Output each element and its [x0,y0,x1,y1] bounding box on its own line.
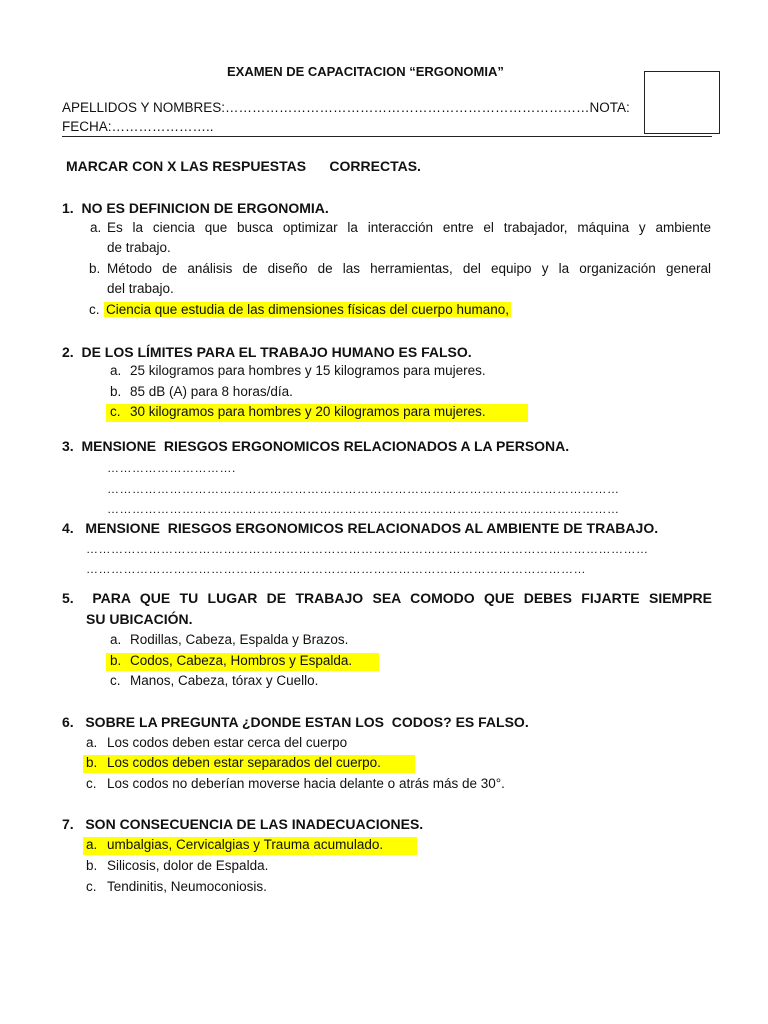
q5-option-c-text: Manos, Cabeza, tórax y Cuello. [130,673,319,688]
q1-option-a-text-cont: de trabajo. [107,240,171,255]
q7-option-c-text: Tendinitis, Neumoconiosis. [107,879,267,894]
q2-option-a-letter[interactable]: a. [110,363,122,378]
q6-option-a-letter[interactable]: a. [86,735,98,750]
question-4: 4. MENSIONE RIESGOS ERGONOMICOS RELACIONADOS AL AMBIENTE DE TRABAJO. [62,520,659,536]
q3-answer-line-3[interactable]: …………………………………………………………………………………………………………… [107,502,620,516]
q6-option-b-letter[interactable]: b. [86,755,98,770]
q2-option-c-letter[interactable]: c. [110,404,121,419]
q4-answer-line-2[interactable]: ………………………………………………………………………………………………………… [86,562,586,576]
q4-answer-line-1[interactable]: ……………………………………………………………………………………………………………………… [86,542,649,556]
q1-option-a-letter[interactable]: a. [90,220,102,235]
q7-option-b-letter[interactable]: b. [86,858,98,873]
question-1: 1. NO ES DEFINICION DE ERGONOMIA. [62,200,329,216]
q2-option-b-letter[interactable]: b. [110,384,122,399]
q7-option-a-text: umbalgias, Cervicalgias y Trauma acumulado. [107,837,384,852]
names-field[interactable]: APELLIDOS Y NOMBRES:………………………………………………………………………NOTA: [62,100,630,115]
exam-title: EXAMEN DE CAPACITACION “ERGONOMIA” [227,64,504,79]
question-3: 3. MENSIONE RIESGOS ERGONOMICOS RELACIONADOS A LA PERSONA. [62,438,570,454]
q6-option-c-letter[interactable]: c. [86,776,97,791]
q1-option-c-letter[interactable]: c. [89,302,100,317]
q1-option-b-text-cont: del trabajo. [107,281,174,296]
q6-option-c-text: Los codos no deberían moverse hacia delante o atrás más de 30°. [107,776,505,791]
header-divider [62,136,712,137]
q2-option-a-text: 25 kilogramos para hombres y 15 kilogramos para mujeres. [130,363,486,378]
q6-option-a-text: Los codos deben estar cerca del cuerpo [107,735,348,750]
date-field[interactable]: FECHA:………………….. [62,119,214,134]
q5-option-b-text: Codos, Cabeza, Hombros y Espalda. [130,653,353,668]
q7-option-c-letter[interactable]: c. [86,879,97,894]
q5-option-c-letter[interactable]: c. [110,673,121,688]
question-2: 2. DE LOS LÍMITES PARA EL TRABAJO HUMANO ES FALSO. [62,344,472,360]
instruction-text: MARCAR CON X LAS RESPUESTAS CORRECTAS. [66,158,421,174]
q5-option-b-letter[interactable]: b. [110,653,122,668]
question-5-cont: SU UBICACIÓN. [86,611,193,627]
q2-option-b-text: 85 dB (A) para 8 horas/día. [130,384,293,399]
question-7: 7. SON CONSECUENCIA DE LAS INADECUACIONES. [62,816,424,832]
q1-option-c-text: Ciencia que estudia de las dimensiones físicas del cuerpo humano, [106,302,509,317]
q7-option-b-text: Silicosis, dolor de Espalda. [107,858,269,873]
question-6: 6. SOBRE LA PREGUNTA ¿DONDE ESTAN LOS CODOS? ES FALSO. [62,714,529,730]
q1-option-a-text: Es la ciencia que busca optimizar la interacción entre el trabajador, máquina y ambiente [107,220,711,235]
grade-box[interactable] [644,71,720,134]
q3-answer-line-2[interactable]: …………………………………………………………………………………………………………… [107,482,620,496]
q2-option-c-text: 30 kilogramos para hombres y 20 kilogramos para mujeres. [130,404,486,419]
q1-option-b-letter[interactable]: b. [89,261,101,276]
q5-option-a-text: Rodillas, Cabeza, Espalda y Brazos. [130,632,349,647]
q5-option-a-letter[interactable]: a. [110,632,122,647]
q6-option-b-text: Los codos deben estar separados del cuerpo. [107,755,381,770]
q3-answer-line-1[interactable]: …………………………. [107,461,236,475]
question-5: 5. PARA QUE TU LUGAR DE TRABAJO SEA COMODO QUE DEBES FIJARTE SIEMPRE [62,590,712,606]
q7-option-a-letter[interactable]: a. [86,837,98,852]
q1-option-b-text: Método de análisis de diseño de las herramientas, del equipo y la organización general [107,261,711,276]
